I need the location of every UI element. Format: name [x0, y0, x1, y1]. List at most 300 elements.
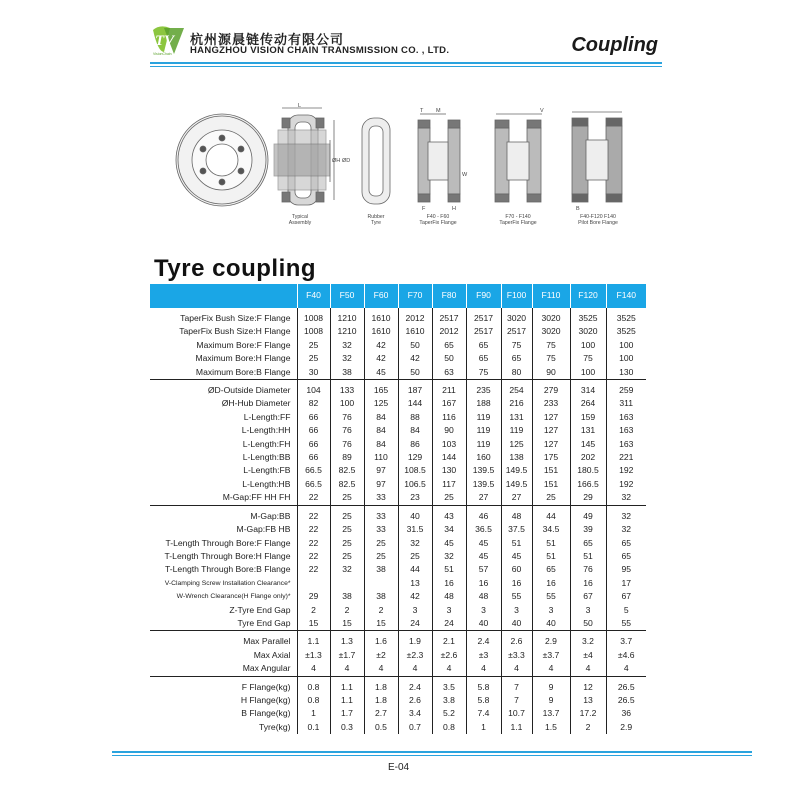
table-cell: 27 — [501, 491, 532, 505]
table-cell: 133 — [330, 380, 364, 398]
table-cell: 151 — [532, 464, 570, 477]
dim-label-h: H — [452, 206, 456, 212]
caption-typical-2: Assembly — [288, 220, 312, 226]
dim-label-od: ØD — [342, 158, 351, 164]
table-cell: 25 — [330, 523, 364, 536]
table-cell: 33 — [364, 505, 398, 523]
table-cell: 0.8 — [297, 676, 330, 694]
table-cell: 45 — [364, 366, 398, 380]
logo-text: TV — [155, 33, 175, 49]
flange-face-drawing — [176, 114, 268, 206]
table-cell: 51 — [532, 537, 570, 550]
footer-rule-thin — [112, 755, 752, 756]
row-label: B Flange(kg) — [241, 708, 291, 719]
row-label: L-Length:FF — [243, 411, 291, 422]
table-row — [150, 451, 646, 464]
table-cell: 2 — [364, 604, 398, 617]
table-cell: 125 — [501, 438, 532, 451]
table-cell: 23 — [398, 491, 432, 505]
row-label: W-Wrench Clearance(H Flange only)* — [176, 593, 291, 601]
table-cell: 89 — [330, 451, 364, 464]
table-cell: 84 — [364, 438, 398, 451]
table-cell: 3525 — [606, 308, 646, 325]
table-cell: 55 — [501, 590, 532, 603]
column-header: F140 — [606, 284, 646, 308]
table-cell: 1210 — [330, 325, 364, 338]
table-cell: 1 — [466, 721, 501, 734]
logo-subtext: VisionChain — [153, 52, 172, 56]
table-cell: 49 — [570, 505, 606, 523]
table-cell: 106.5 — [398, 478, 432, 491]
table-cell: 25 — [364, 550, 398, 563]
table-cell: 45 — [466, 537, 501, 550]
table-cell: 48 — [432, 590, 466, 603]
table-cell: 2.6 — [501, 631, 532, 649]
table-row — [150, 721, 646, 734]
table-cell: 45 — [432, 537, 466, 550]
row-label: Tyre(kg) — [258, 721, 291, 732]
table-cell: 100 — [570, 339, 606, 352]
row-label: L-Length:FB — [243, 465, 291, 476]
table-cell: 3525 — [570, 308, 606, 325]
table-cell: 51 — [532, 550, 570, 563]
table-cell: 100 — [606, 352, 646, 365]
table-cell: 1008 — [297, 325, 330, 338]
table-cell: 22 — [297, 505, 330, 523]
table-cell: 63 — [432, 366, 466, 380]
table-cell: 192 — [606, 464, 646, 477]
table-cell: 90 — [532, 366, 570, 380]
table-cell: 4 — [532, 662, 570, 676]
table-cell: 2.7 — [364, 707, 398, 720]
table-cell: 3020 — [501, 308, 532, 325]
table-cell: 149.5 — [501, 478, 532, 491]
table-cell: 9 — [532, 694, 570, 707]
table-cell: 48 — [501, 505, 532, 523]
table-row — [150, 523, 646, 536]
table-cell: 76 — [330, 411, 364, 424]
table-cell: 1.1 — [501, 721, 532, 734]
table-cell: 104 — [297, 380, 330, 398]
table-cell: 139.5 — [466, 464, 501, 477]
table-cell: 125 — [364, 397, 398, 410]
table-row — [150, 590, 646, 603]
table-cell: 2517 — [466, 325, 501, 338]
table-cell: 40 — [532, 617, 570, 631]
table-cell: 27 — [466, 491, 501, 505]
table-cell: 51 — [432, 563, 466, 576]
table-cell: 9 — [532, 676, 570, 694]
row-label: T-Length Through Bore:F Flange — [165, 537, 291, 548]
table-cell: 4 — [297, 662, 330, 676]
table-cell: 55 — [532, 590, 570, 603]
table-cell: 130 — [432, 464, 466, 477]
table-cell: 32 — [330, 563, 364, 576]
table-cell: 103 — [432, 438, 466, 451]
table-cell: 38 — [364, 590, 398, 603]
column-header: F70 — [398, 284, 432, 308]
table-cell: 192 — [606, 478, 646, 491]
table-row — [150, 604, 646, 617]
table-cell: 4 — [466, 662, 501, 676]
table-cell: 254 — [501, 380, 532, 398]
table-cell: 50 — [432, 352, 466, 365]
dim-label-l: L — [298, 103, 302, 109]
dim-label-v: V — [540, 108, 544, 114]
table-cell: 1.5 — [532, 721, 570, 734]
table-cell: 16 — [532, 577, 570, 590]
column-header: F100 — [501, 284, 532, 308]
table-cell: 16 — [501, 577, 532, 590]
table-cell: 3 — [532, 604, 570, 617]
table-cell: 32 — [432, 550, 466, 563]
table-cell: 31.5 — [398, 523, 432, 536]
table-cell: 119 — [466, 438, 501, 451]
coupling-drawings — [170, 100, 640, 230]
table-cell: 3020 — [532, 308, 570, 325]
company-logo — [150, 24, 186, 56]
table-cell: 65 — [606, 537, 646, 550]
table-cell: ±2 — [364, 649, 398, 662]
table-cell: 95 — [606, 563, 646, 576]
table-cell: 34 — [432, 523, 466, 536]
table-cell: ±1.3 — [297, 649, 330, 662]
table-cell: 84 — [364, 424, 398, 437]
table-cell: 57 — [466, 563, 501, 576]
table-cell: 7 — [501, 676, 532, 694]
dim-label-m: M — [436, 108, 441, 114]
table-row — [150, 617, 646, 631]
table-cell: 4 — [606, 662, 646, 676]
table-cell: 131 — [501, 411, 532, 424]
table-cell: 100 — [570, 366, 606, 380]
table-row — [150, 537, 646, 550]
table-cell: 145 — [570, 438, 606, 451]
table-cell: 2012 — [432, 325, 466, 338]
table-cell: 32 — [330, 352, 364, 365]
row-label: ØH-Hub Diameter — [221, 398, 291, 409]
table-cell: 117 — [432, 478, 466, 491]
table-cell: 32 — [606, 505, 646, 523]
table-cell: 40 — [466, 617, 501, 631]
header-rule — [150, 62, 662, 64]
page-heading: Coupling — [571, 34, 658, 56]
table-row — [150, 438, 646, 451]
table-cell: 32 — [330, 339, 364, 352]
table-cell: 264 — [570, 397, 606, 410]
table-cell: 17.2 — [570, 707, 606, 720]
table-cell: 97 — [364, 478, 398, 491]
table-cell: 16 — [570, 577, 606, 590]
table-cell: 1610 — [364, 325, 398, 338]
dim-label-b: B — [576, 206, 580, 212]
table-cell: 1.8 — [364, 676, 398, 694]
table-cell: 127 — [532, 411, 570, 424]
table-cell: 39 — [570, 523, 606, 536]
row-label: M-Gap:BB — [150, 505, 297, 523]
table-cell: 0.8 — [432, 721, 466, 734]
table-cell: 3.7 — [606, 631, 646, 649]
table-cell: 5.8 — [466, 676, 501, 694]
table-cell: ±2.3 — [398, 649, 432, 662]
table-cell: 235 — [466, 380, 501, 398]
table-cell: 13.7 — [532, 707, 570, 720]
table-cell: 0.8 — [297, 694, 330, 707]
table-cell: 130 — [606, 366, 646, 380]
table-cell: 127 — [532, 424, 570, 437]
table-cell: 2 — [570, 721, 606, 734]
table-cell: 76 — [570, 563, 606, 576]
table-cell: 51 — [570, 550, 606, 563]
table-cell: 44 — [532, 505, 570, 523]
table-cell: 119 — [501, 424, 532, 437]
table-cell: 2 — [297, 604, 330, 617]
table-cell: 13 — [398, 577, 432, 590]
table-row — [150, 662, 646, 676]
table-cell: 0.1 — [297, 721, 330, 734]
table-row — [150, 352, 646, 365]
column-header: F50 — [330, 284, 364, 308]
table-row — [150, 505, 646, 523]
table-cell: 15 — [330, 617, 364, 631]
column-header: F60 — [364, 284, 398, 308]
table-cell: 7.4 — [466, 707, 501, 720]
table-cell: 75 — [570, 352, 606, 365]
table-cell: 160 — [466, 451, 501, 464]
table-cell: 29 — [570, 491, 606, 505]
table-cell: 75 — [532, 352, 570, 365]
table-row — [150, 694, 646, 707]
table-cell: 7 — [501, 694, 532, 707]
table-cell: 144 — [432, 451, 466, 464]
table-cell: 66 — [297, 411, 330, 424]
row-label: Z-Tyre End Gap — [229, 604, 291, 615]
company-name-cn: 杭州源晨链传动有限公司 — [190, 32, 345, 47]
table-cell: 15 — [297, 617, 330, 631]
caption-pilot-2: Pilot Bore Flange — [578, 220, 618, 226]
table-row — [150, 649, 646, 662]
table-cell: 50 — [398, 339, 432, 352]
table-cell: 2.4 — [466, 631, 501, 649]
section-title: Tyre coupling — [154, 255, 317, 282]
specification-table — [150, 284, 646, 734]
table-cell: 1.7 — [330, 707, 364, 720]
dim-label-oh: ØH — [332, 158, 341, 164]
table-cell: 76 — [330, 438, 364, 451]
table-cell: 42 — [364, 339, 398, 352]
caption-pilot-1: F40-F120 F140 — [580, 214, 616, 220]
table-row — [150, 339, 646, 352]
page-number: E-04 — [388, 762, 410, 773]
caption-taperfix2-1: F70 - F140 — [505, 214, 531, 220]
dim-label-t: T — [420, 108, 424, 114]
table-cell: 5.2 — [432, 707, 466, 720]
caption-rubber-1: Rubber — [367, 214, 385, 220]
table-row — [150, 478, 646, 491]
table-cell: 4 — [330, 662, 364, 676]
table-cell: ±4 — [570, 649, 606, 662]
row-label: M-Gap:FF HH FH — [222, 492, 291, 503]
table-cell: 16 — [466, 577, 501, 590]
header-corner-cell — [150, 284, 297, 308]
table-cell: 119 — [466, 424, 501, 437]
table-row — [150, 325, 646, 338]
table-cell: 149.5 — [501, 464, 532, 477]
table-cell: 65 — [606, 550, 646, 563]
dim-label-f: F — [422, 206, 426, 212]
table-cell: 12 — [570, 676, 606, 694]
table-cell: 1610 — [398, 325, 432, 338]
table-cell: 131 — [570, 424, 606, 437]
table-cell: ±4.6 — [606, 649, 646, 662]
table-cell: 66 — [297, 438, 330, 451]
taperfix-f40-f60-drawing — [418, 114, 460, 202]
row-label: Max Angular — [242, 663, 291, 674]
table-cell: 66.5 — [297, 478, 330, 491]
table-cell: 22 — [297, 550, 330, 563]
table-cell: 144 — [398, 397, 432, 410]
table-cell: 84 — [398, 424, 432, 437]
table-cell: 51 — [501, 537, 532, 550]
table-cell: 82 — [297, 397, 330, 410]
table-cell: 76 — [330, 424, 364, 437]
table-cell: 67 — [570, 590, 606, 603]
table-row — [150, 424, 646, 437]
table-cell: 88 — [398, 411, 432, 424]
table-row — [150, 397, 646, 410]
table-cell: 25 — [364, 537, 398, 550]
table-cell: 4 — [398, 662, 432, 676]
caption-taperfix-1: F40 - F60 — [426, 214, 450, 220]
table-cell: 25 — [297, 352, 330, 365]
table-cell: 66 — [297, 451, 330, 464]
table-cell: 139.5 — [466, 478, 501, 491]
table-cell: 90 — [432, 424, 466, 437]
table-cell: 17 — [606, 577, 646, 590]
row-label: Tyre End Gap — [237, 617, 291, 628]
table-cell: 97 — [364, 464, 398, 477]
table-cell: 33 — [364, 491, 398, 505]
table-cell: 42 — [364, 352, 398, 365]
table-cell: 1.9 — [398, 631, 432, 649]
row-label: TaperFix Bush Size:H Flange — [179, 326, 291, 337]
table-cell: 2.4 — [398, 676, 432, 694]
table-cell: 4 — [364, 662, 398, 676]
table-cell: 2.6 — [398, 694, 432, 707]
table-cell: 25 — [330, 537, 364, 550]
row-label: L-Length:FH — [242, 438, 291, 449]
table-cell: 0.3 — [330, 721, 364, 734]
footer-rule — [112, 751, 752, 753]
table-cell: 311 — [606, 397, 646, 410]
table-cell: 25 — [330, 505, 364, 523]
table-cell: ±3.7 — [532, 649, 570, 662]
table-cell: 25 — [297, 339, 330, 352]
table-cell: 3020 — [532, 325, 570, 338]
table-cell: 4 — [501, 662, 532, 676]
table-cell: 32 — [398, 537, 432, 550]
table-cell: 29 — [297, 590, 330, 603]
table-cell: 175 — [532, 451, 570, 464]
table-cell: ±2.6 — [432, 649, 466, 662]
table-cell: ±1.7 — [330, 649, 364, 662]
table-cell: 33 — [364, 523, 398, 536]
row-label: Maximum Bore:H Flange — [195, 353, 291, 364]
row-label: L-Length:HH — [241, 425, 291, 436]
table-cell: 3.8 — [432, 694, 466, 707]
table-cell: 3.5 — [432, 676, 466, 694]
column-header: F40 — [297, 284, 330, 308]
table-cell: 40 — [398, 505, 432, 523]
table-cell: 1610 — [364, 308, 398, 325]
table-row — [150, 631, 646, 649]
table-cell — [330, 577, 364, 590]
table-cell: 26.5 — [606, 676, 646, 694]
table-cell: 2.9 — [606, 721, 646, 734]
table-cell: 34.5 — [532, 523, 570, 536]
typical-assembly-drawing — [274, 108, 334, 205]
table-cell: 75 — [532, 339, 570, 352]
table-cell: 32 — [606, 523, 646, 536]
table-cell: 38 — [330, 366, 364, 380]
pilot-bore-drawing — [572, 112, 622, 202]
table-cell — [364, 577, 398, 590]
table-cell: 2012 — [398, 308, 432, 325]
table-cell: 108.5 — [398, 464, 432, 477]
table-cell: 1.8 — [364, 694, 398, 707]
table-cell: 22 — [297, 523, 330, 536]
header-rule-thin — [150, 66, 662, 67]
table-row — [150, 308, 646, 325]
row-label: TaperFix Bush Size:F Flange — [180, 313, 291, 323]
table-cell: 151 — [532, 478, 570, 491]
table-cell: 2.1 — [432, 631, 466, 649]
table-cell: 165 — [364, 380, 398, 398]
table-cell: 1.1 — [297, 631, 330, 649]
company-name-en: HANGZHOU VISION CHAIN TRANSMISSION CO. , LTD. — [190, 45, 450, 56]
table-cell: 1.3 — [330, 631, 364, 649]
table-row — [150, 676, 646, 694]
caption-taperfix-2: TaperFix Flange — [419, 220, 457, 226]
table-cell: 43 — [432, 505, 466, 523]
taperfix-f70-f140-drawing — [495, 114, 542, 202]
table-header-row — [150, 284, 646, 308]
table-cell: 16 — [432, 577, 466, 590]
table-cell: 127 — [532, 438, 570, 451]
table-cell: 119 — [466, 411, 501, 424]
table-cell: 216 — [501, 397, 532, 410]
table-cell: 110 — [364, 451, 398, 464]
table-cell: 25 — [330, 491, 364, 505]
table-cell: 65 — [466, 339, 501, 352]
table-cell: 75 — [466, 366, 501, 380]
table-cell: 129 — [398, 451, 432, 464]
table-cell: 2517 — [432, 308, 466, 325]
table-cell: 48 — [466, 590, 501, 603]
table-cell: 66.5 — [297, 464, 330, 477]
caption-rubber-2: Tyre — [370, 220, 382, 226]
table-cell: 2 — [330, 604, 364, 617]
table-cell: 24 — [432, 617, 466, 631]
table-cell: 50 — [570, 617, 606, 631]
table-cell: 3 — [466, 604, 501, 617]
table-cell: 1.1 — [330, 676, 364, 694]
table-cell: 163 — [606, 438, 646, 451]
table-cell: 25 — [330, 550, 364, 563]
table-cell: 25 — [398, 550, 432, 563]
table-row — [150, 464, 646, 477]
table-cell: 116 — [432, 411, 466, 424]
